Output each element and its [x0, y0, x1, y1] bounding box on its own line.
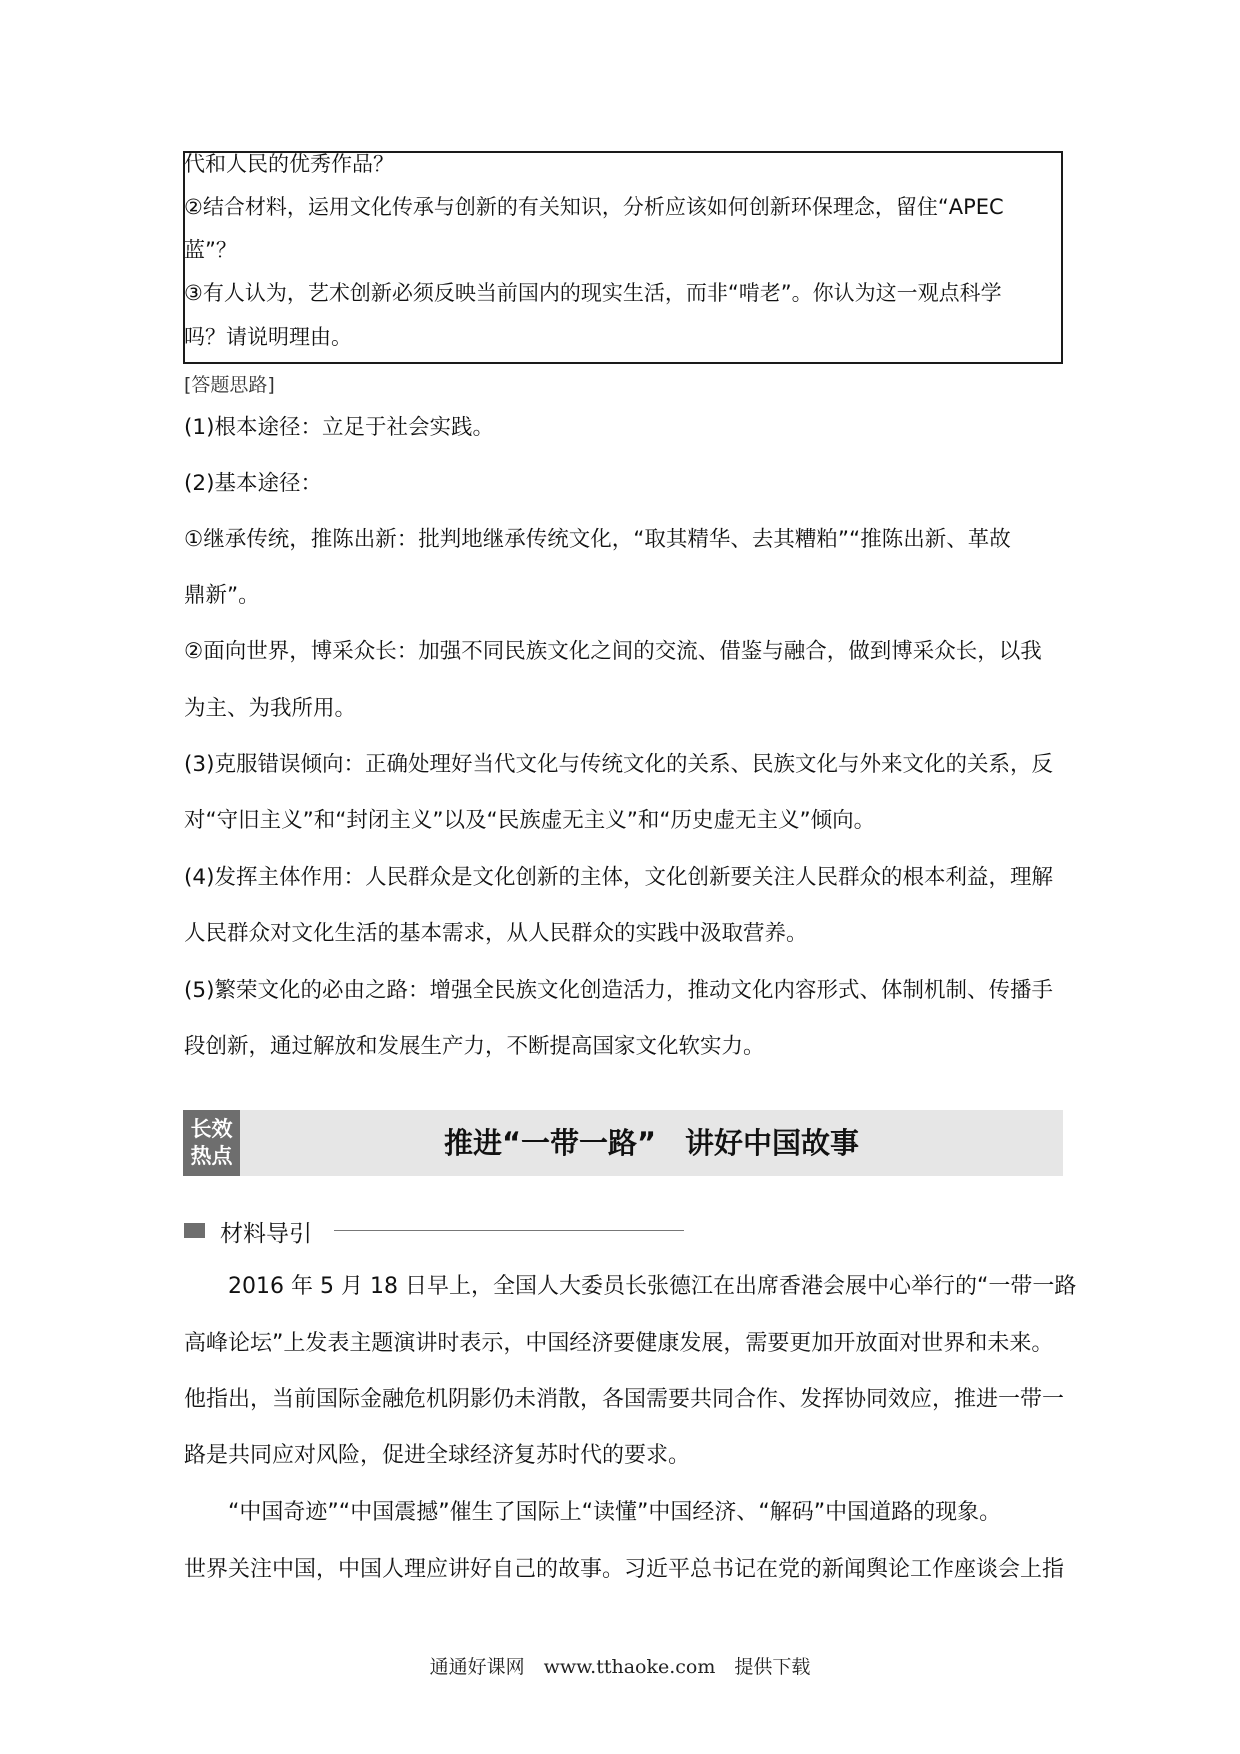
- answer-paragraph: 人民群众对文化生活的基本需求，从人民群众的实践中汲取营养。: [184, 921, 808, 946]
- heading-rule: [334, 1230, 684, 1231]
- footer-text: 通通好课网 www.tthaoke.com 提供下载: [429, 1656, 811, 1678]
- answer-paragraph: (3)克服错误倾向：正确处理好当代文化与传统文化的关系、民族文化与外来文化的关系，反: [184, 752, 1053, 777]
- answer-paragraph: (1)根本途径：立足于社会实践。: [184, 415, 494, 440]
- answer-paragraph: 对“守旧主义”和“封闭主义”以及“民族虚无主义”和“历史虚无主义”倾向。: [184, 808, 876, 833]
- question-line: 蓝”？: [184, 238, 237, 262]
- answer-paragraph: ①继承传统，推陈出新：批判地继承传统文化，“取其精华、去其糟粕”“推陈出新、革故: [184, 527, 1011, 552]
- material-paragraph: 高峰论坛”上发表主题演讲时表示，中国经济要健康发展，需要更加开放面对世界和未来。: [184, 1331, 1054, 1356]
- question-line: ③有人认为，艺术创新必须反映当前国内的现实生活，而非“啃老”。你认为这一观点科学: [184, 281, 1002, 305]
- material-paragraph: 世界关注中国，中国人理应讲好自己的故事。习近平总书记在党的新闻舆论工作座谈会上指: [184, 1557, 1065, 1582]
- banner-tag-line: 长效: [190, 1117, 233, 1141]
- answer-paragraph: (5)繁荣文化的必由之路：增强全民族文化创造活力，推动文化内容形式、体制机制、传播手: [184, 978, 1053, 1003]
- question-line: ②结合材料，运用文化传承与创新的有关知识，分析应该如何创新环保理念，留住“APEC: [184, 195, 1004, 219]
- answer-paragraph: (4)发挥主体作用：人民群众是文化创新的主体，文化创新要关注人民群众的根本利益，理解: [184, 865, 1053, 890]
- question-line: 代和人民的优秀作品？: [184, 152, 394, 176]
- material-paragraph: 路是共同应对风险，促进全球经济复苏时代的要求。: [184, 1443, 691, 1468]
- answer-paragraph: 为主、为我所用。: [184, 696, 357, 721]
- question-line: 吗？请说明理由。: [184, 325, 352, 349]
- answer-label: [答题思路]: [184, 374, 275, 396]
- heading-marker-icon: [184, 1223, 205, 1238]
- answer-paragraph: (2)基本途径：: [184, 471, 322, 496]
- material-paragraph: “中国奇迹”“中国震撼”催生了国际上“读懂”中国经济、“解码”中国道路的现象。: [184, 1500, 1002, 1525]
- material-paragraph: 2016 年 5 月 18 日早上，全国人大委员长张德江在出席香港会展中心举行的“一带一路: [184, 1274, 1077, 1299]
- material-paragraph: 他指出，当前国际金融危机阴影仍未消散，各国需要共同合作、发挥协同效应，推进一带一: [184, 1387, 1065, 1412]
- banner-title: 推进“一带一路” 讲好中国故事: [443, 1126, 860, 1160]
- banner-tag-line: 热点: [190, 1144, 233, 1168]
- banner-tag: [183, 1110, 240, 1176]
- answer-paragraph: 段创新，通过解放和发展生产力，不断提高国家文化软实力。: [184, 1034, 765, 1059]
- answer-paragraph: 鼎新”。: [184, 583, 260, 608]
- section-subheading: 材料导引: [220, 1221, 312, 1247]
- answer-paragraph: ②面向世界，博采众长：加强不同民族文化之间的交流、借鉴与融合，做到博采众长，以我: [184, 639, 1042, 664]
